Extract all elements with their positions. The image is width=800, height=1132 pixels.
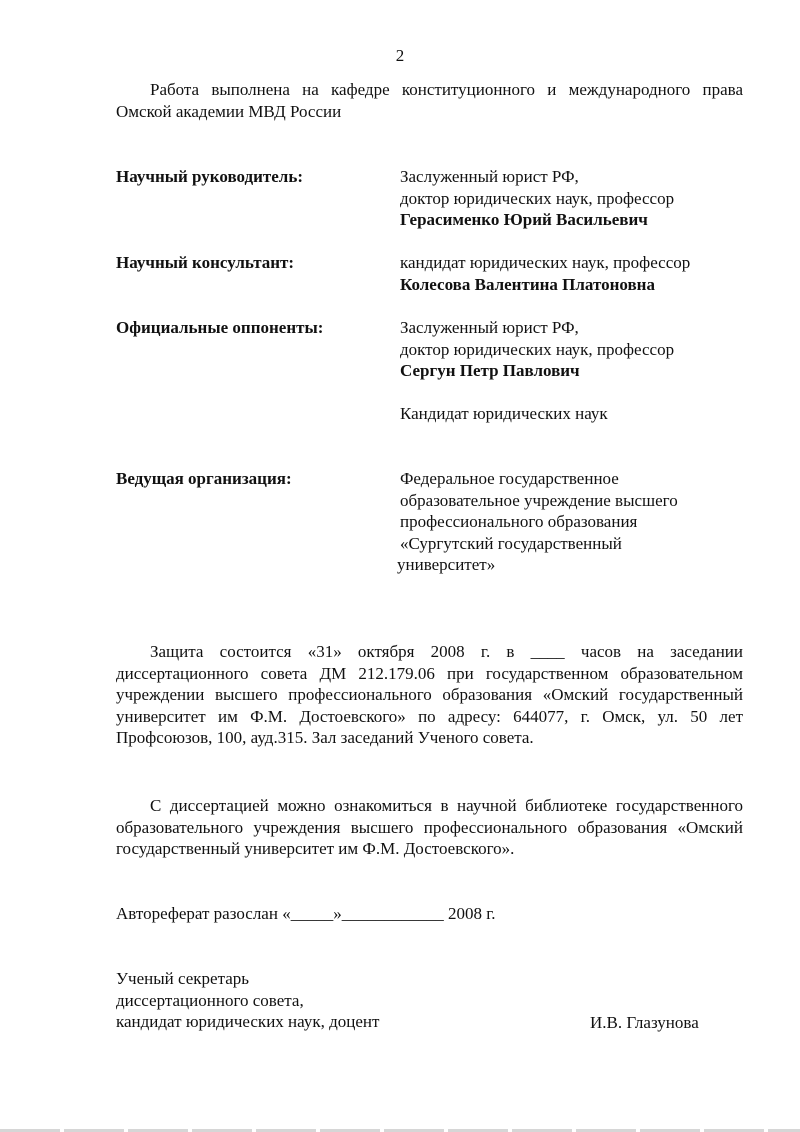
- secretary-name: И.В. Глазунова: [590, 1013, 699, 1032]
- intro-paragraph: Работа выполнена на кафедре конституционного и международного права Омской академии МВД России: [116, 80, 743, 121]
- role-line: «Сургутский государственный: [400, 533, 622, 553]
- person-name: Сергун Петр Павлович: [400, 361, 580, 380]
- page-number: 2: [395, 46, 405, 65]
- role-line: Федеральное государственное: [400, 469, 619, 488]
- role-line: университет»: [397, 555, 496, 574]
- role-label: Официальные оппоненты:: [116, 318, 324, 337]
- role-line: кандидат юридических наук, профессор: [400, 253, 691, 272]
- secretary-line: диссертационного совета,: [116, 990, 304, 1010]
- person-name: Колесова Валентина Платоновна: [400, 274, 655, 294]
- defense-paragraph: Защита состоится «31» октября 2008 г. в ____ часов на заседании диссертационного совета ДМ 212.179.06 при государственном образовательном учреждении высшего профессионального образования «Омский государственный университет им Ф.М. Достоевского» по адресу: 644077, г. Омск, ул. 50 лет Профсоюзов, 100, ауд.315. Зал заседаний Ученого совета.: [116, 642, 743, 747]
- role-label: Научный руководитель:: [116, 167, 303, 186]
- role-line: Заслуженный юрист РФ,: [400, 318, 579, 337]
- role-details: [400, 317, 720, 425]
- library-paragraph: С диссертацией можно ознакомиться в научной библиотеке государственного образовательного учреждения высшего профессионального образования «Омский государственный университет им Ф.М. Достоевского».: [116, 796, 743, 858]
- secretary-line: кандидат юридических наук, доцент: [116, 1012, 380, 1031]
- role-line: Заслуженный юрист РФ,: [400, 167, 579, 186]
- person-name: Герасименко Юрий Васильевич: [400, 210, 648, 229]
- role-line: образовательное учреждение высшего: [400, 490, 678, 510]
- role-details: [397, 468, 720, 576]
- secretary-block: [116, 968, 379, 1033]
- role-label: Ведущая организация:: [116, 469, 292, 488]
- secretary-line: Ученый секретарь: [116, 969, 250, 988]
- role-details: [400, 166, 720, 231]
- role-label: Научный консультант:: [116, 253, 295, 272]
- sent-date-line: Автореферат разослан «_____»____________ 2008 г.: [116, 904, 496, 923]
- role-line: доктор юридических наук, профессор: [400, 188, 675, 208]
- role-details: [400, 252, 720, 295]
- role-line: Кандидат юридических наук: [400, 404, 608, 423]
- role-line: доктор юридических наук, профессор: [400, 339, 675, 359]
- role-line: профессионального образования: [400, 512, 638, 531]
